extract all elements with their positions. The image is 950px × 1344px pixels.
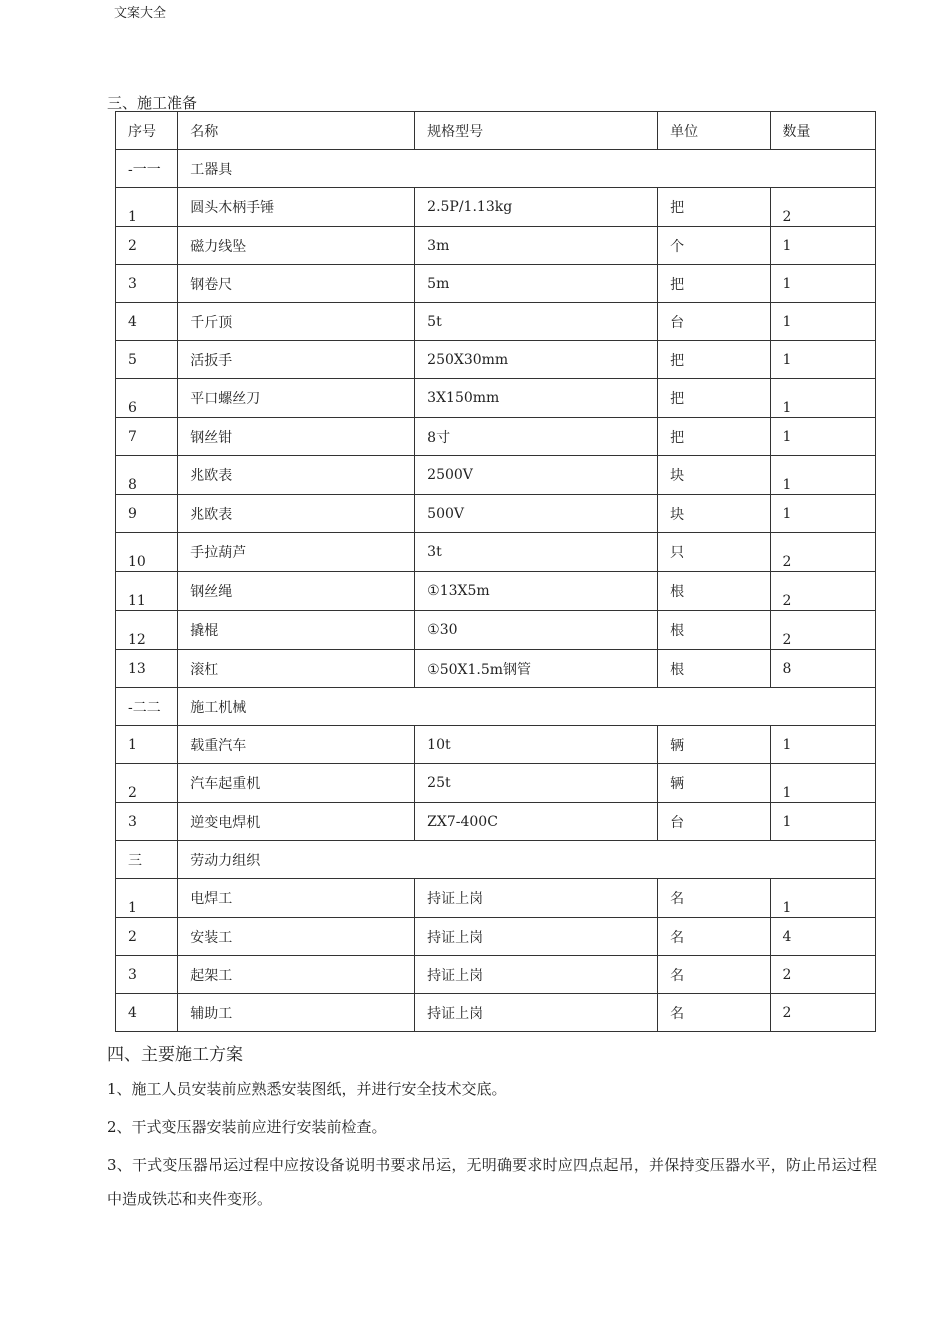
table-row [116, 495, 876, 533]
item-spec-cell: 2.5P/1.13kg [415, 188, 658, 227]
table-group-row [116, 150, 876, 188]
equipment-table [115, 111, 876, 1032]
item-spec-cell: 3X150mm [415, 379, 658, 418]
section-title-preparation: 三、施工准备 [107, 94, 198, 112]
item-qty-cell: 2 [770, 533, 875, 572]
item-spec-cell: 3t [415, 533, 658, 572]
item-name-cell: 载重汽车 [178, 726, 415, 764]
item-qty-cell: 1 [770, 879, 875, 918]
item-spec-cell: ①50X1.5m钢管 [415, 650, 658, 688]
group-name-cell: 施工机械 [178, 688, 876, 726]
item-spec-cell: 8寸 [415, 418, 658, 456]
item-unit-cell: 名 [658, 994, 770, 1032]
item-name-cell: 起架工 [178, 956, 415, 994]
item-unit-cell: 辆 [658, 764, 770, 803]
item-unit-cell: 辆 [658, 726, 770, 764]
table-row [116, 764, 876, 803]
row-number-cell: 3 [116, 956, 178, 994]
table-row [116, 533, 876, 572]
header-cell-spec: 规格型号 [415, 112, 658, 150]
item-qty-cell: 1 [770, 803, 875, 841]
item-name-cell: 平口螺丝刀 [178, 379, 415, 418]
table-row [116, 879, 876, 918]
item-spec-cell: 5m [415, 265, 658, 303]
item-unit-cell: 块 [658, 456, 770, 495]
item-qty-cell: 1 [770, 379, 875, 418]
row-number-cell: 5 [116, 341, 178, 379]
table-row [116, 994, 876, 1032]
group-number-cell: 三 [116, 841, 178, 879]
row-number-cell: 2 [116, 227, 178, 265]
row-number-cell: 12 [116, 611, 178, 650]
table-row [116, 456, 876, 495]
item-unit-cell: 台 [658, 303, 770, 341]
item-name-cell: 兆欧表 [178, 456, 415, 495]
item-unit-cell: 把 [658, 188, 770, 227]
item-name-cell: 兆欧表 [178, 495, 415, 533]
item-qty-cell: 1 [770, 495, 875, 533]
table-row [116, 227, 876, 265]
table-row [116, 341, 876, 379]
row-number-cell: 4 [116, 303, 178, 341]
item-spec-cell: 持证上岗 [415, 994, 658, 1032]
row-number-cell: 3 [116, 265, 178, 303]
item-unit-cell: 名 [658, 956, 770, 994]
item-unit-cell: 把 [658, 341, 770, 379]
item-spec-cell: 25t [415, 764, 658, 803]
item-unit-cell: 把 [658, 418, 770, 456]
table-group-row [116, 841, 876, 879]
row-number-cell: 4 [116, 994, 178, 1032]
row-number-cell: 13 [116, 650, 178, 688]
header-cell-no: 序号 [116, 112, 178, 150]
table-row [116, 572, 876, 611]
item-spec-cell: 持证上岗 [415, 918, 658, 956]
item-unit-cell: 把 [658, 379, 770, 418]
item-unit-cell: 根 [658, 650, 770, 688]
item-unit-cell: 名 [658, 918, 770, 956]
item-spec-cell: 持证上岗 [415, 879, 658, 918]
header-note: 文案大全 [114, 6, 167, 21]
table-row [116, 611, 876, 650]
item-spec-cell: 3m [415, 227, 658, 265]
table-row [116, 726, 876, 764]
item-name-cell: 撬棍 [178, 611, 415, 650]
equipment-table-body [116, 112, 876, 1032]
group-number-cell: -二二 [116, 688, 178, 726]
item-name-cell: 圆头木柄手锤 [178, 188, 415, 227]
item-unit-cell: 根 [658, 572, 770, 611]
item-qty-cell: 1 [770, 456, 875, 495]
table-row [116, 956, 876, 994]
item-qty-cell: 2 [770, 994, 875, 1032]
item-qty-cell: 1 [770, 265, 875, 303]
item-qty-cell: 2 [770, 956, 875, 994]
row-number-cell: 9 [116, 495, 178, 533]
item-unit-cell: 把 [658, 265, 770, 303]
item-name-cell: 活扳手 [178, 341, 415, 379]
item-name-cell: 钢丝钳 [178, 418, 415, 456]
group-name-cell: 劳动力组织 [178, 841, 876, 879]
item-unit-cell: 台 [658, 803, 770, 841]
row-number-cell: 1 [116, 188, 178, 227]
header-cell-qty: 数量 [770, 112, 875, 150]
item-unit-cell: 根 [658, 611, 770, 650]
item-qty-cell: 4 [770, 918, 875, 956]
table-row [116, 188, 876, 227]
row-number-cell: 1 [116, 726, 178, 764]
row-number-cell: 2 [116, 918, 178, 956]
item-unit-cell: 只 [658, 533, 770, 572]
item-unit-cell: 块 [658, 495, 770, 533]
item-spec-cell: ①30 [415, 611, 658, 650]
item-name-cell: 钢丝绳 [178, 572, 415, 611]
item-qty-cell: 1 [770, 227, 875, 265]
paragraph-2: 2、干式变压器安装前应进行安装前检查。 [107, 1118, 387, 1136]
item-name-cell: 磁力线坠 [178, 227, 415, 265]
item-spec-cell: 5t [415, 303, 658, 341]
item-qty-cell: 2 [770, 572, 875, 611]
item-name-cell: 电焊工 [178, 879, 415, 918]
row-number-cell: 6 [116, 379, 178, 418]
row-number-cell: 11 [116, 572, 178, 611]
table-row [116, 265, 876, 303]
item-name-cell: 汽车起重机 [178, 764, 415, 803]
item-name-cell: 千斤顶 [178, 303, 415, 341]
table-header-row [116, 112, 876, 150]
item-spec-cell: 2500V [415, 456, 658, 495]
table-row [116, 918, 876, 956]
row-number-cell: 7 [116, 418, 178, 456]
item-qty-cell: 1 [770, 303, 875, 341]
item-qty-cell: 1 [770, 418, 875, 456]
row-number-cell: 8 [116, 456, 178, 495]
row-number-cell: 1 [116, 879, 178, 918]
item-qty-cell: 8 [770, 650, 875, 688]
item-qty-cell: 1 [770, 726, 875, 764]
row-number-cell: 2 [116, 764, 178, 803]
group-name-cell: 工器具 [178, 150, 876, 188]
row-number-cell: 10 [116, 533, 178, 572]
item-qty-cell: 2 [770, 188, 875, 227]
table-row [116, 379, 876, 418]
table-row [116, 650, 876, 688]
table-row [116, 418, 876, 456]
item-spec-cell: 500V [415, 495, 658, 533]
paragraph-3: 3、干式变压器吊运过程中应按设备说明书要求吊运，无明确要求时应四点起吊，并保持变压器水平，防止吊运过程中造成铁芯和夹件变形。 [107, 1156, 877, 1208]
item-spec-cell: ①13X5m [415, 572, 658, 611]
header-cell-unit: 单位 [658, 112, 770, 150]
item-name-cell: 安装工 [178, 918, 415, 956]
section-title-plan: 四、主要施工方案 [107, 1045, 243, 1065]
row-number-cell: 3 [116, 803, 178, 841]
item-name-cell: 逆变电焊机 [178, 803, 415, 841]
table-row [116, 303, 876, 341]
item-spec-cell: 10t [415, 726, 658, 764]
item-name-cell: 手拉葫芦 [178, 533, 415, 572]
table-group-row [116, 688, 876, 726]
item-name-cell: 辅助工 [178, 994, 415, 1032]
item-spec-cell: ZX7-400C [415, 803, 658, 841]
paragraph-1: 1、施工人员安装前应熟悉安装图纸，并进行安全技术交底。 [107, 1080, 507, 1098]
item-qty-cell: 1 [770, 341, 875, 379]
item-qty-cell: 2 [770, 611, 875, 650]
table-row [116, 803, 876, 841]
group-number-cell: -一一 [116, 150, 178, 188]
item-qty-cell: 1 [770, 764, 875, 803]
item-name-cell: 滚杠 [178, 650, 415, 688]
item-spec-cell: 持证上岗 [415, 956, 658, 994]
header-cell-name: 名称 [178, 112, 415, 150]
item-unit-cell: 个 [658, 227, 770, 265]
item-unit-cell: 名 [658, 879, 770, 918]
item-spec-cell: 250X30mm [415, 341, 658, 379]
item-name-cell: 钢卷尺 [178, 265, 415, 303]
